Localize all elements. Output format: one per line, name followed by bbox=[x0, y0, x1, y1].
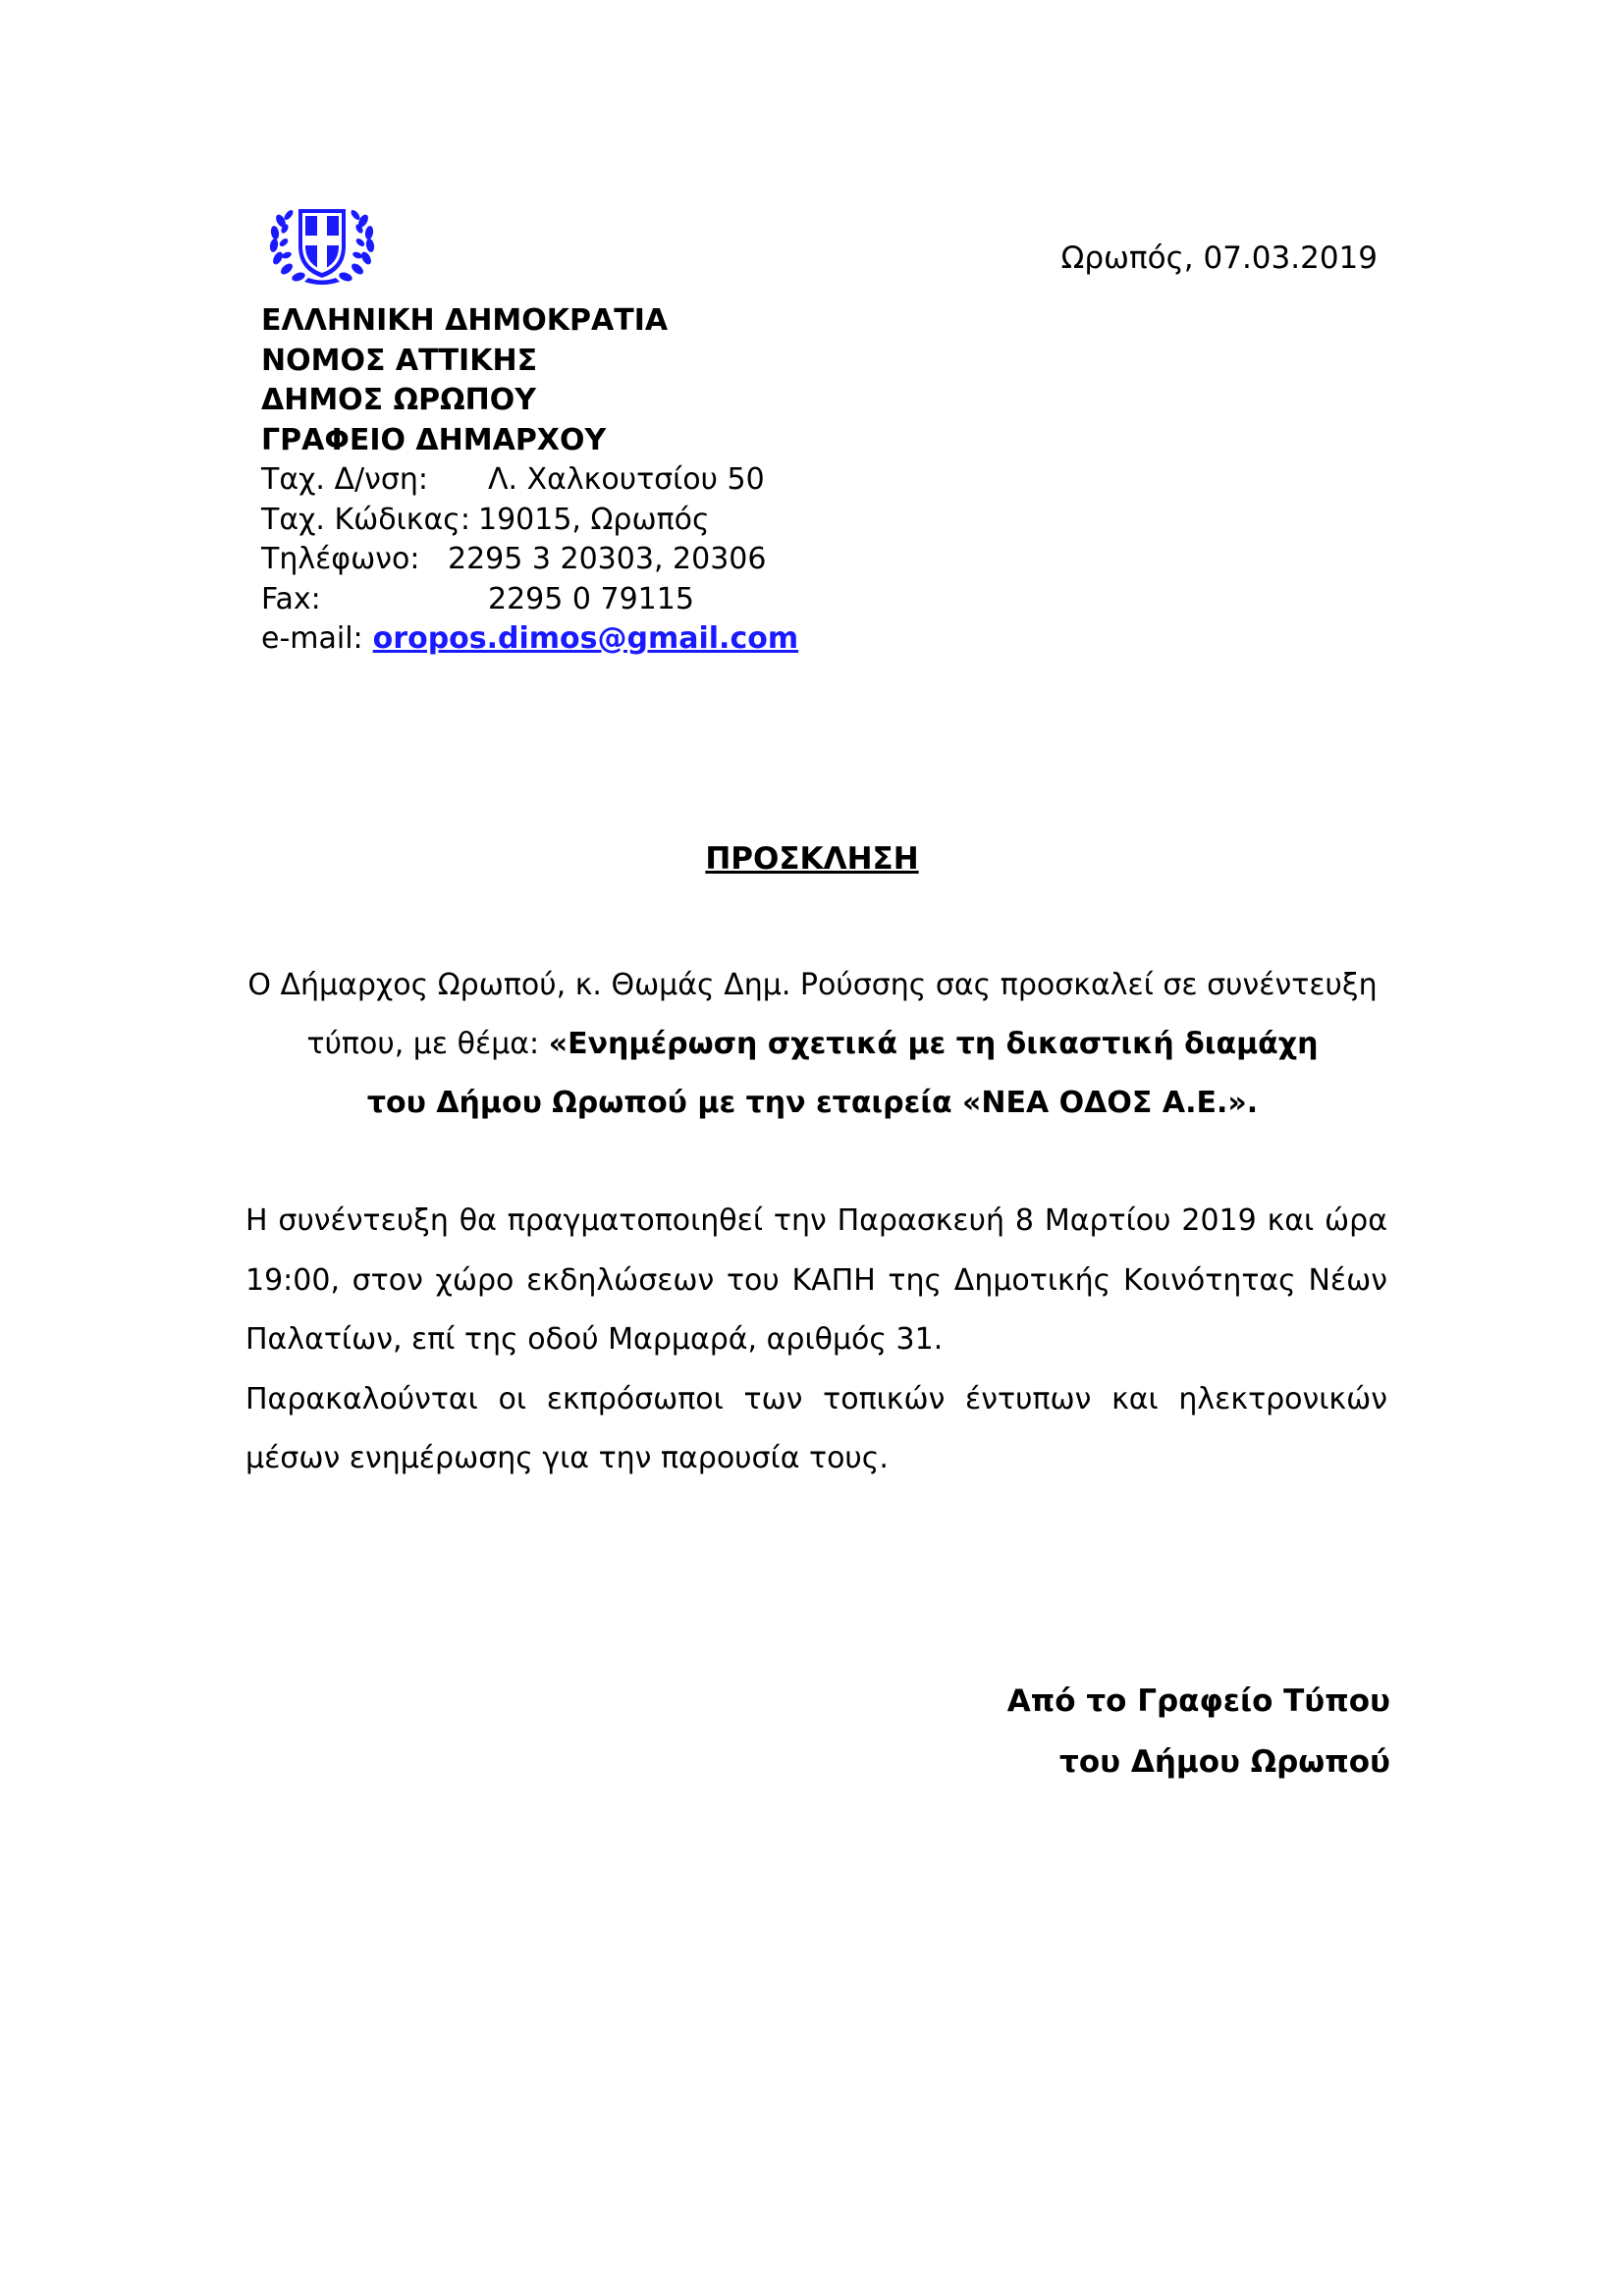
fax-label: Fax: bbox=[261, 581, 321, 616]
sender-header bbox=[261, 301, 798, 660]
address-label: Ταχ. Δ/νση: bbox=[261, 462, 429, 497]
postal-line bbox=[261, 501, 798, 541]
intro-line-1: Ο Δήμαρχος Ωρωπού, κ. Θωμάς Δημ. Ρούσσης σας προσκαλεί σε συνέντευξη bbox=[247, 968, 1378, 1002]
address-value: Λ. Χαλκουτσίου 50 bbox=[488, 462, 765, 497]
header-country: ΕΛΛΗΝΙΚΗ ΔΗΜΟΚΡΑΤΙΑ bbox=[261, 303, 669, 338]
fax-line bbox=[261, 580, 798, 620]
greek-coat-of-arms-icon bbox=[265, 199, 379, 288]
intro-line-2 bbox=[245, 1015, 1380, 1074]
signature-line-2: του Δήμου Ωρωπού bbox=[1059, 1744, 1390, 1780]
intro-line-2-subject: «Ενημέρωση σχετικά με τη δικαστική διαμάχη bbox=[548, 1027, 1319, 1061]
phone-value: 2295 3 20303, 20306 bbox=[448, 542, 767, 576]
intro-line-3-subject: του Δήμου Ωρωπού με την εταιρεία «ΝΕΑ ΟΔΟΣ Α.Ε.». bbox=[366, 1086, 1259, 1120]
postal-label: Ταχ. Κώδικας: bbox=[261, 502, 470, 537]
email-link[interactable]: oropos.dimos@gmail.com bbox=[372, 621, 799, 656]
header-municipality: ΔΗΜΟΣ ΩΡΩΠΟΥ bbox=[261, 383, 536, 417]
document-date: Ωρωπός, 07.03.2019 bbox=[1060, 240, 1378, 276]
email-label: e-mail: bbox=[261, 621, 363, 656]
body-paragraph-1: Η συνέντευξη θα πραγματοποιηθεί την Παρασκευή 8 Μαρτίου 2019 και ώρα 19:00, στον χώρο εκδηλώσεων του ΚΑΠΗ της Δημοτικής Κοινότητας Νέων Παλατίων, επί της οδού Μαρμαρά, αριθμός 31. bbox=[245, 1203, 1387, 1357]
document-title: ΠΡΟΣΚΛΗΣΗ bbox=[705, 841, 919, 877]
signature-line-1: Από το Γραφείο Τύπου bbox=[1006, 1683, 1390, 1719]
phone-label: Τηλέφωνο: bbox=[261, 542, 420, 576]
address-line bbox=[261, 460, 798, 501]
header-office: ΓΡΑΦΕΙΟ ΔΗΜΑΡΧΟΥ bbox=[261, 422, 607, 457]
header-prefecture: ΝΟΜΟΣ ΑΤΤΙΚΗΣ bbox=[261, 343, 538, 378]
email-line bbox=[261, 619, 798, 660]
fax-value: 2295 0 79115 bbox=[488, 581, 694, 616]
body-text bbox=[245, 1192, 1387, 1489]
phone-line bbox=[261, 540, 798, 580]
body-paragraph-2: Παρακαλούνται οι εκπρόσωποι των τοπικών έντυπων και ηλεκτρονικών μέσων ενημέρωσης για την παρουσία τους. bbox=[245, 1381, 1387, 1475]
intro-paragraph bbox=[245, 956, 1380, 1133]
postal-value: 19015, Ωρωπός bbox=[477, 502, 710, 537]
signature bbox=[1007, 1671, 1390, 1792]
intro-line-2-prefix: τύπου, με θέμα: bbox=[306, 1027, 549, 1061]
